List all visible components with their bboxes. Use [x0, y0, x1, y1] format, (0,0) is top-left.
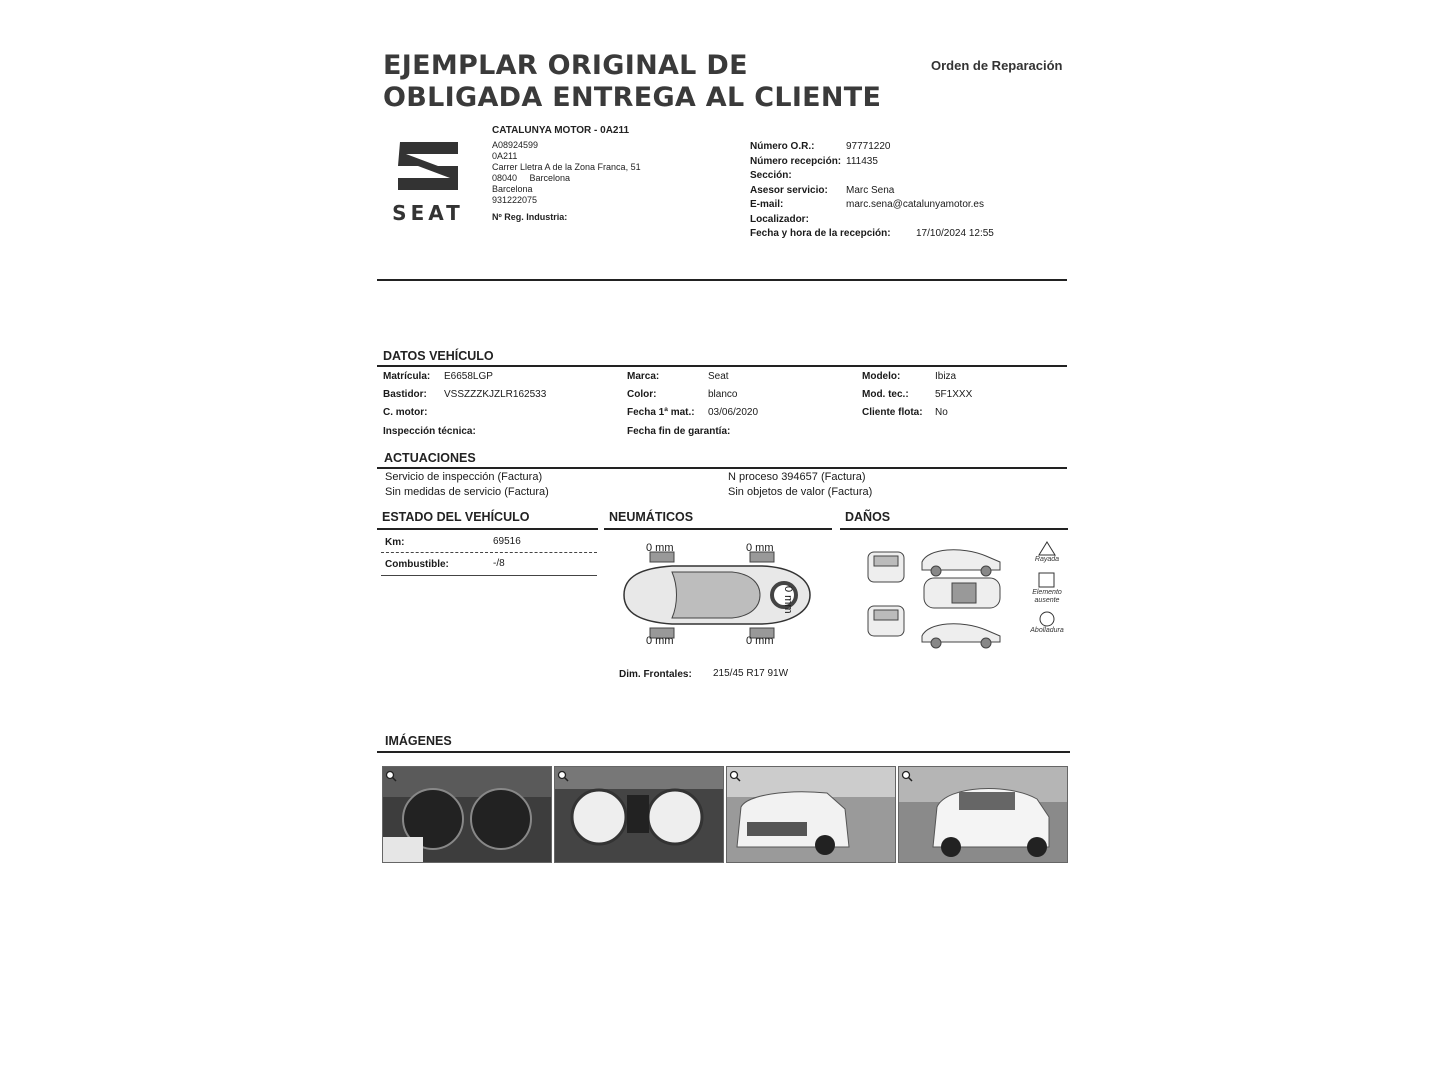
order-label: E-mail:	[750, 199, 784, 210]
marca-value: Seat	[708, 371, 729, 382]
color-value: blanco	[708, 389, 738, 400]
order-row	[750, 227, 1050, 242]
dealer-reg-label: Nº Reg. Industria:	[492, 212, 568, 222]
dealer-cif: A08924599	[492, 140, 539, 150]
order-label: Localizador:	[750, 213, 809, 225]
legend-abolladura: Abolladura	[1030, 627, 1064, 634]
vehicle-section-title: DATOS VEHÍCULO	[383, 349, 494, 363]
legend-elemento-ausente: Elemento ausente	[1032, 589, 1062, 604]
photo-thumbnail-dashboard[interactable]	[382, 766, 552, 863]
order-row	[750, 184, 1050, 199]
fuel-label: Combustible:	[385, 559, 449, 570]
car-views-icon	[862, 538, 1012, 650]
garantia-label: Fecha fin de garantía:	[627, 426, 731, 437]
estado-section-title: ESTADO DEL VEHÍCULO	[382, 510, 530, 524]
flota-label: Cliente flota:	[862, 407, 923, 418]
order-value: 97771220	[846, 141, 891, 152]
km-underline	[381, 552, 597, 553]
modtec-value: 5F1XXX	[935, 389, 973, 400]
order-info	[750, 140, 1050, 242]
actuacion-item: N proceso 394657 (Factura)	[728, 471, 866, 483]
tyre-front-right: 0 mm	[746, 542, 774, 554]
order-row	[750, 155, 1050, 170]
fecha1-label: Fecha 1ª mat.:	[627, 407, 695, 418]
order-row	[750, 140, 1050, 155]
actuacion-item: Servicio de inspección (Factura)	[385, 471, 543, 483]
square-icon	[1024, 571, 1070, 589]
modtec-label: Mod. tec.:	[862, 389, 909, 400]
damage-legend	[1024, 540, 1070, 634]
dealer-code: 0A211	[492, 151, 518, 161]
photo-thumbnail-car-front[interactable]	[726, 766, 896, 863]
order-row	[750, 198, 1050, 213]
circle-icon	[1024, 609, 1070, 627]
tyre-rear-left: 0 mm	[646, 635, 674, 647]
marca-label: Marca:	[627, 371, 660, 382]
matricula-label: Matrícula:	[383, 371, 431, 382]
document-type: Orden de Reparación	[931, 58, 1063, 73]
neumaticos-divider	[604, 528, 832, 530]
cmotor-label: C. motor:	[383, 407, 428, 418]
tyre-front-left: 0 mm	[646, 542, 674, 554]
zoom-icon[interactable]	[385, 769, 397, 787]
order-label: Asesor servicio:	[750, 184, 828, 196]
dealer-phone: 931222075	[492, 195, 538, 205]
danos-section-title: DAÑOS	[845, 510, 891, 524]
color-label: Color:	[627, 389, 657, 400]
order-value: 111435	[846, 155, 878, 167]
photo-thumbnail-cluster[interactable]	[554, 766, 724, 863]
imagenes-divider	[377, 751, 1070, 753]
flota-value: No	[935, 407, 948, 418]
zoom-icon[interactable]	[901, 769, 913, 787]
dealer-info	[492, 125, 641, 223]
tyre-dim-label: Dim. Frontales:	[619, 669, 692, 680]
seat-logo-icon	[376, 140, 480, 224]
modelo-value: Ibiza	[935, 371, 957, 382]
order-row	[750, 213, 1050, 228]
itv-label: Inspección técnica:	[383, 426, 476, 437]
estado-divider	[377, 528, 598, 530]
fecha1-value: 03/06/2020	[708, 407, 759, 418]
actuaciones-section-title: ACTUACIONES	[384, 451, 476, 465]
order-label: Fecha y hora de la recepción:	[750, 228, 891, 239]
order-label: Sección:	[750, 170, 792, 181]
order-label: Número O.R.:	[750, 141, 815, 152]
order-value: Marc Sena	[846, 184, 895, 196]
actuacion-item: Sin medidas de servicio (Factura)	[385, 486, 549, 498]
matricula-value: E6658LGP	[444, 371, 493, 382]
zoom-icon[interactable]	[729, 769, 741, 787]
imagenes-section-title: IMÁGENES	[385, 734, 452, 748]
vehicle-divider	[377, 365, 1067, 367]
fuel-value: -/8	[493, 558, 505, 569]
dealer-postal-city: 08040 Barcelona	[492, 173, 571, 183]
logo-wordmark: SEAT	[392, 201, 464, 224]
zoom-icon[interactable]	[557, 769, 569, 787]
order-value: marc.sena@catalunyamotor.es	[846, 199, 984, 210]
order-label: Número recepción:	[750, 155, 842, 167]
fuel-underline	[381, 575, 597, 576]
bastidor-label: Bastidor:	[383, 389, 427, 400]
order-row	[750, 169, 1050, 184]
document-stamp	[383, 50, 881, 114]
danos-divider	[840, 528, 1068, 530]
tyre-spare: 0 mm	[782, 586, 794, 614]
legend-rayada: Rayada	[1034, 556, 1060, 563]
km-value: 69516	[493, 536, 521, 547]
dealer-street: Carrer Lletra A de la Zona Franca, 51	[492, 162, 641, 172]
dealer-name: CATALUNYA MOTOR - 0A211	[492, 125, 630, 136]
actuacion-item: Sin objetos de valor (Factura)	[728, 486, 873, 498]
photo-thumbnail-car-rear[interactable]	[898, 766, 1068, 863]
stamp-line-2: OBLIGADA ENTREGA AL CLIENTE	[383, 82, 882, 113]
triangle-icon	[1024, 540, 1070, 556]
order-value: 17/10/2024 12:55	[916, 228, 994, 239]
dealer-province: Barcelona	[492, 184, 533, 194]
modelo-label: Modelo:	[862, 371, 901, 382]
seat-logo	[376, 140, 480, 229]
stamp-line-1: EJEMPLAR ORIGINAL DE	[383, 50, 748, 81]
bastidor-value: VSSZZZKJZLR162533	[444, 389, 547, 400]
km-label: Km:	[385, 537, 405, 548]
header-divider	[377, 279, 1067, 281]
actuaciones-divider	[377, 467, 1067, 469]
damage-diagram	[862, 538, 1012, 650]
tyre-dim-value: 215/45 R17 91W	[713, 668, 789, 679]
tyre-rear-right: 0 mm	[746, 635, 774, 647]
neumaticos-section-title: NEUMÁTICOS	[609, 510, 694, 524]
